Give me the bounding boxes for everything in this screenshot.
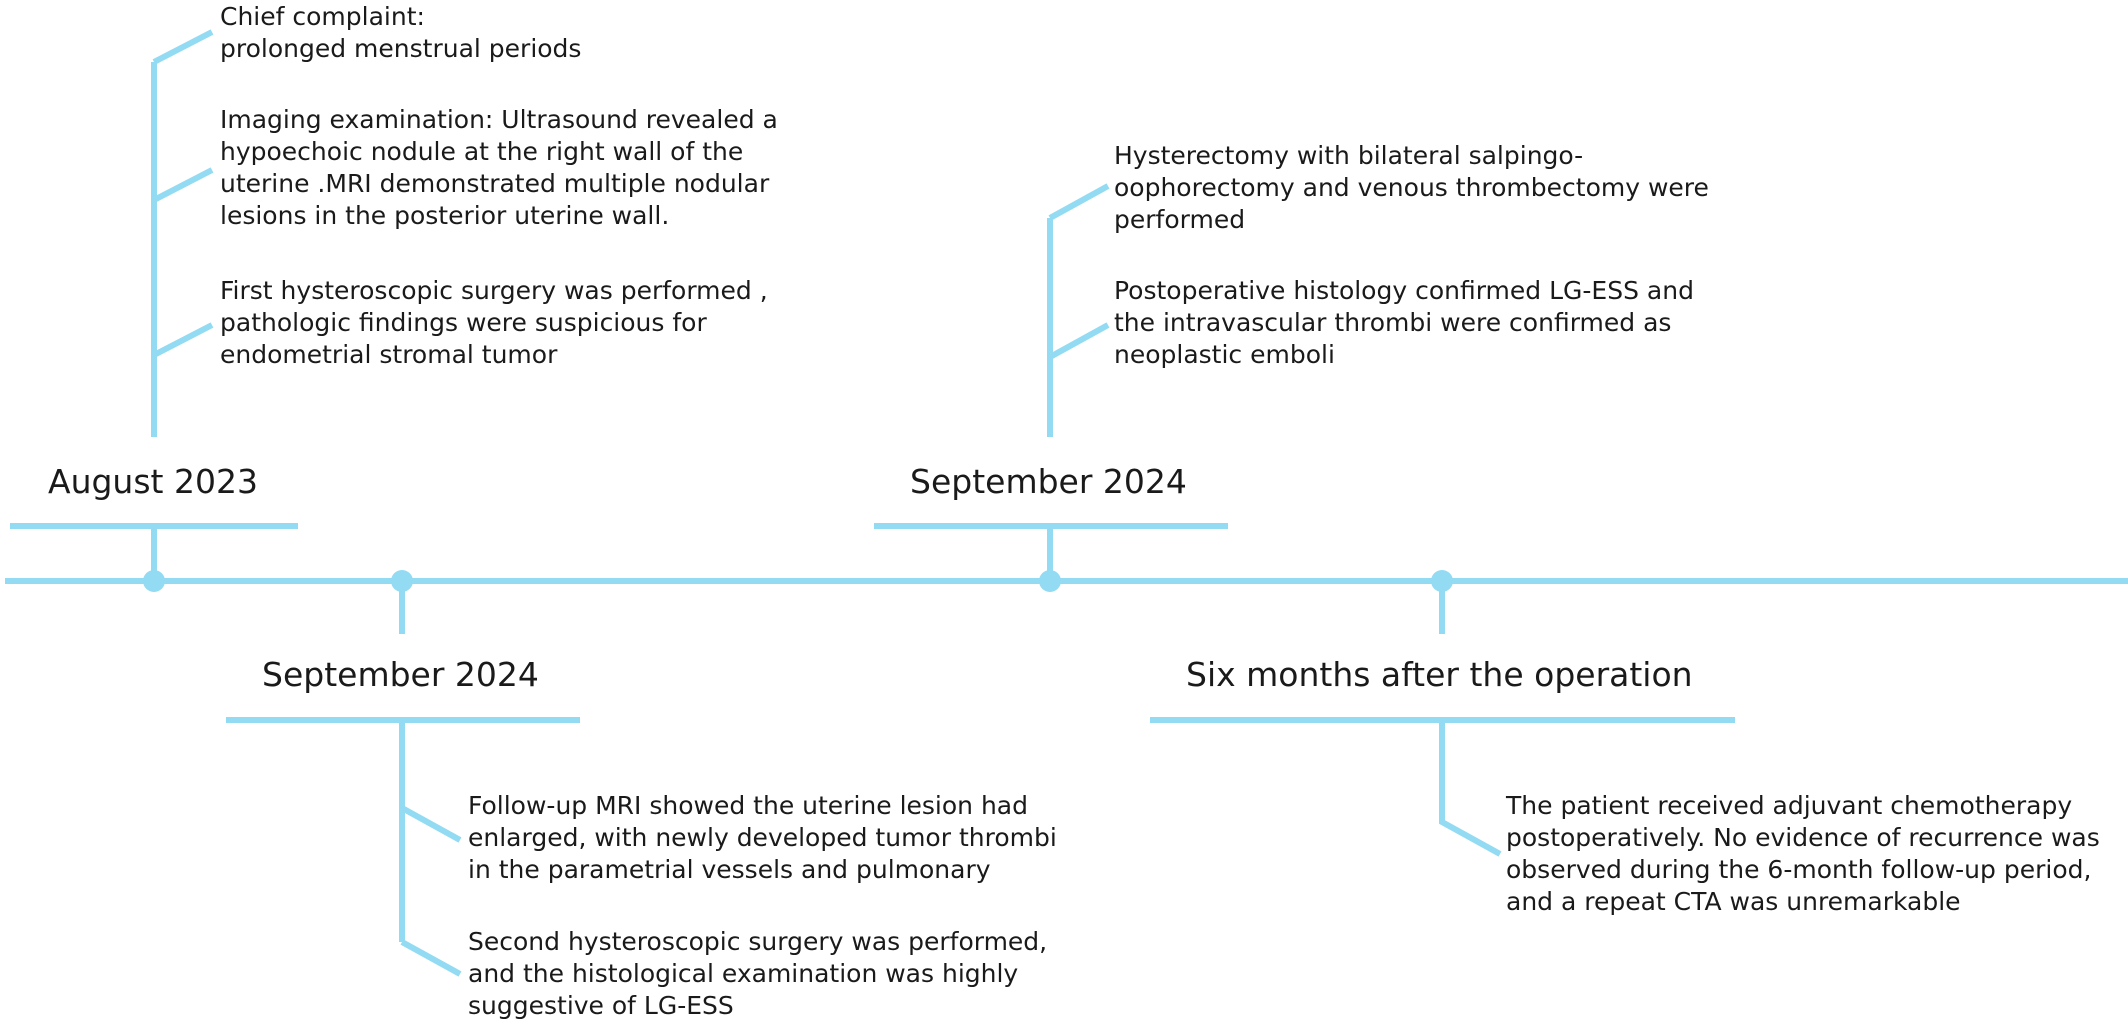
- event-text: Hysterectomy with bilateral salpingo- oophorectomy and venous thrombectomy were performed: [1114, 141, 1709, 234]
- event-branch: [1442, 720, 1500, 854]
- event-text: Second hysteroscopic surgery was performed, and the histological examination was highly suggestive of LG-ESS: [468, 927, 1048, 1020]
- event-text: Postoperative histology confirmed LG-ESS and the intravascular thrombi were confirmed as neoplastic emboli: [1114, 276, 1694, 369]
- event-branch: [154, 32, 212, 62]
- event-branch: [402, 942, 460, 974]
- event-text: First hysteroscopic surgery was performed , pathologic findings were suspicious for endometrial stromal tumor: [220, 276, 768, 369]
- event-text: Imaging examination: Ultrasound revealed a hypoechoic nodule at the right wall of the uterine .MRI demonstrated multiple nodular lesions in the posterior uterine wall.: [220, 105, 778, 230]
- milestone-date: August 2023: [48, 462, 258, 501]
- milestone-date: September 2024: [910, 462, 1187, 501]
- milestone-date: Six months after the operation: [1186, 655, 1693, 694]
- event-branch: [154, 170, 212, 200]
- event-branch: [402, 808, 460, 840]
- event-text: Follow-up MRI showed the uterine lesion had enlarged, with newly developed tumor thrombi in the parametrial vessels and pulmonary: [468, 791, 1057, 884]
- event-branch: [154, 325, 212, 355]
- milestone-date: September 2024: [262, 655, 539, 694]
- event-text: Chief complaint: prolonged menstrual periods: [220, 2, 582, 63]
- event-branch: [1050, 325, 1108, 357]
- event-branch: [1050, 186, 1108, 218]
- event-text: The patient received adjuvant chemotherapy postoperatively. No evidence of recurrence was observed during the 6-month follow-up period, and a repeat CTA was unremarkable: [1506, 791, 2100, 916]
